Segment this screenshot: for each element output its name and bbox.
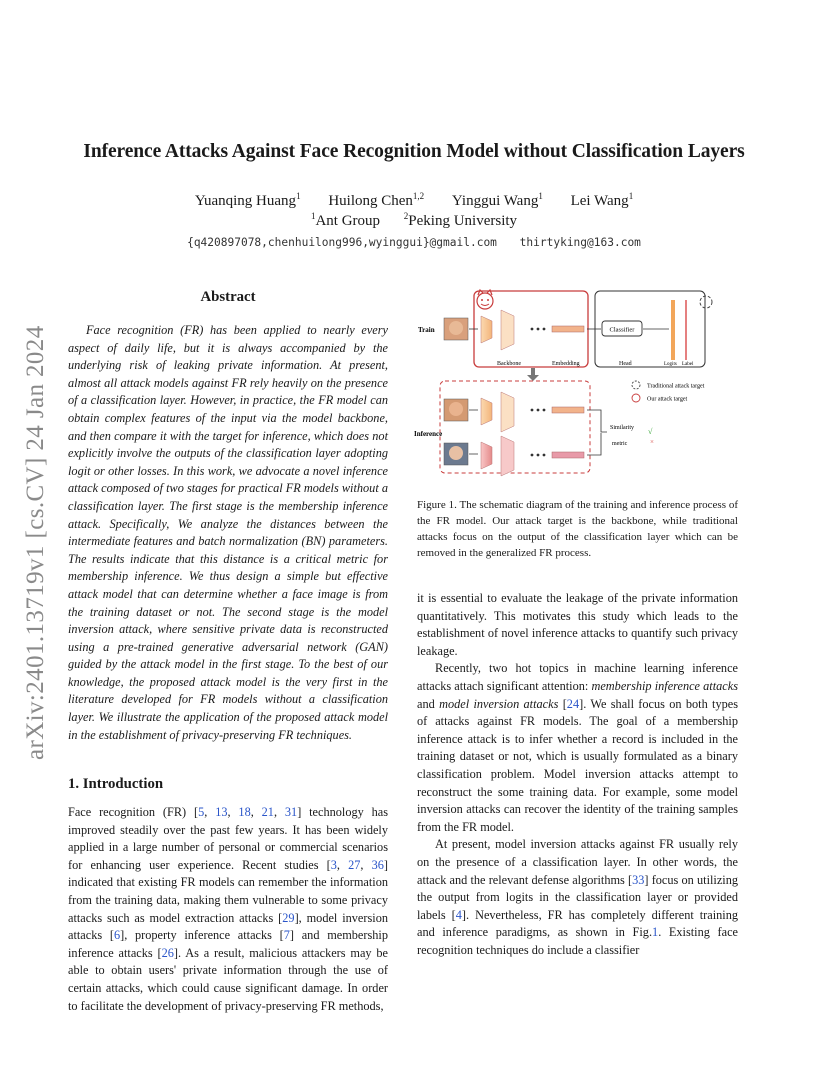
text-run: ,	[250, 805, 262, 819]
intro-paragraph-1	[68, 804, 388, 1015]
train-label: Train	[418, 326, 435, 334]
ellipsis-dot	[543, 328, 546, 331]
text-run: ,	[273, 805, 285, 819]
inference-label: Inference	[414, 430, 443, 438]
text-run: it is essential to evaluate the leakage of the private information quantitatively. This motivates this study which leads to the establishment of novel inference attacks to quantify such privacy leakage.	[417, 591, 738, 658]
intro-paragraph-2	[417, 660, 738, 836]
backbone-layer	[501, 436, 514, 476]
paper-title: Inference Attacks Against Face Recognition Model without Classification Layers	[83, 141, 745, 162]
citation-link[interactable]: 18	[238, 805, 251, 819]
label-bar	[685, 300, 687, 360]
text-run: ]. We shall focus on both types of attacks against FR models. The goal of a membership inference attack is to infer whether a record is included in the training dataset or not, which is usually formulated as a binary classification problem. Model inversion attacks attempt to reconstruct the some training data. For example, some model inversion attacks can recover the identity of the training samples from the FR model.	[417, 696, 739, 834]
arxiv-stamp: arXiv:2401.13719v1 [cs.CV] 24 Jan 2024	[22, 325, 49, 760]
devil-icon	[477, 290, 493, 309]
text-run: ], model inversion attacks [	[68, 910, 388, 943]
figure-caption: Figure 1. The schematic diagram of the training and inference process of the FR model. Our attack target is the backbone, while traditional attacks focus on the output of the classification layer which can be removed in the generalized FR process.	[417, 499, 738, 559]
embedding-vector	[552, 326, 584, 332]
backbone-layer	[481, 316, 492, 343]
citation-link[interactable]: 27	[348, 857, 361, 872]
legend-traditional: Traditional attack target	[647, 383, 705, 390]
text-run: ,	[204, 805, 216, 819]
section-heading-introduction: 1. Introduction	[68, 776, 164, 792]
devil-icon	[632, 394, 640, 402]
face-image	[449, 446, 463, 460]
text-run: ] indicated that existing FR models can remember the information from the training data, making them vulnerable to some privacy attacks such as model extraction attacks [	[68, 857, 388, 925]
face-image	[449, 321, 463, 335]
author: Huilong Chen$^{1,2}$	[328, 191, 425, 209]
backbone-layer	[501, 392, 514, 432]
arrow	[469, 410, 478, 454]
citation-link[interactable]: 36	[371, 857, 384, 872]
figure-1	[414, 288, 740, 483]
abstract-heading: Abstract	[200, 289, 256, 305]
embedding-vector	[552, 407, 584, 413]
author-list	[0, 193, 828, 210]
intro-paragraph-3	[417, 836, 738, 959]
citation-link[interactable]: 4	[455, 907, 462, 922]
affiliation: $^2$Peking University	[403, 211, 518, 229]
ellipsis-dot	[531, 409, 534, 412]
text-run: Face recognition (FR) [	[68, 805, 199, 819]
intro-paragraph-1-continued	[417, 590, 738, 660]
text-run: Recently, two hot topics in machine learning inference attacks attach significant attention:	[417, 661, 738, 693]
ellipsis-dot	[531, 454, 534, 457]
label-label: Label	[682, 362, 694, 367]
citation-link[interactable]: 29	[282, 910, 295, 925]
text-run: ] and membership inference attacks [	[68, 928, 388, 960]
citation-link[interactable]: 7	[283, 928, 290, 943]
emphasis: membership inference attacks	[591, 678, 738, 693]
text-run: ,	[360, 857, 372, 872]
affiliations	[0, 213, 828, 230]
ellipsis-dot	[537, 409, 540, 412]
citation-link[interactable]: 13	[215, 805, 228, 819]
text-run: ] technology has improved steadily over the past few years. It has been widely applied in a large number of personal or commercial scenarios for enhancing user experience. Recent studies [	[68, 805, 389, 872]
abstract-body	[68, 322, 388, 744]
legend-ours: Our attack target	[647, 396, 688, 403]
citation-link[interactable]: 3	[330, 857, 337, 872]
similarity-label: Similarity	[610, 425, 634, 431]
email: thirtyking@163.com	[519, 236, 641, 249]
text-run: ,	[336, 857, 349, 872]
author: Lei Wang$^1$	[570, 191, 634, 209]
text-run: . Existing face recognition techniques do include a classifier	[417, 925, 738, 957]
author: Yinggui Wang$^1$	[451, 191, 543, 209]
down-arrow-icon	[527, 368, 539, 381]
backbone-layer	[481, 442, 492, 469]
check-icon: √	[648, 427, 653, 436]
citation-link[interactable]: 5	[198, 805, 205, 819]
citation-link[interactable]: 31	[284, 805, 298, 819]
email-list	[0, 236, 828, 249]
abstract-text: Face recognition (FR) has been applied to nearly every aspect of daily life, but it is always accompanied by the underlying risk of leaking private information. At present, almost all attack models against FR rely heavily on the presence of a classification layer. However, in practice, the FR model can obtain complex features of the input via the model backbone, and then compare it with the target for inference, which does not explicitly involve the outputs of the classification layer adopting logit or other losses. In this work, we advocate a novel inference attack composed of two stages for practical FR models without a classification layer. The first stage is the membership inference attack. Specifically, We analyze the distances between the intermediate features and batch normalization (BN) parameters. The results indicate that this distance is a critical metric for membership inference. We thus design a simple but effective attack model that can determine whether a face image is from the training dataset or not. The second stage is the model inversion attack, where sensitive private data is reconstructed using a pre-trained generative adversarial network (GAN) guided by the attack model in the first stage. To the best of our knowledge, the proposed attack model is the very first in the literature developed for FR models without a classification layer. We illustrate the application of the proposed attack model in the establishment of privacy-preserving FR techniques.	[68, 323, 388, 742]
text-run: ]. Nevertheless, FR has completely different training and inference paradigms, as shown in Fig.	[417, 907, 738, 940]
text-run: and	[417, 696, 440, 711]
email: {q420897078,chenhuilong996,wyinggui}@gmail.com	[187, 236, 497, 249]
intro-left-column	[68, 804, 388, 1015]
head-label: Head	[619, 361, 632, 367]
legend	[632, 381, 705, 403]
face-image	[449, 402, 463, 416]
intro-right-column	[417, 590, 738, 959]
citation-link[interactable]: 21	[261, 805, 274, 819]
author: Yuanqing Huang$^1$	[194, 191, 301, 209]
backbone-layer	[481, 398, 492, 425]
citation-link[interactable]: 33	[632, 872, 645, 887]
ellipsis-dot	[531, 328, 534, 331]
recycle-icon	[632, 381, 640, 389]
metric-label: metric	[612, 441, 628, 447]
ellipsis-dot	[537, 328, 540, 331]
text-run: ]. As a result, malicious attackers may be able to obtain users' private information through the use of certain attacks, which could cause significant damage. In order to facilitate the development of privacy-preserving FR methods,	[68, 945, 388, 1013]
citation-link[interactable]: 6	[113, 928, 121, 943]
ellipsis-dot	[543, 454, 546, 457]
recycle-icon	[700, 296, 712, 308]
citation-link[interactable]: 1	[652, 925, 659, 940]
text-run: ], property inference attacks [	[120, 928, 284, 943]
backbone-layer	[501, 310, 514, 350]
ellipsis-dot	[543, 409, 546, 412]
embedding-label: Embedding	[552, 361, 580, 367]
backbone-label: Backbone	[497, 361, 521, 367]
cross-icon: ×	[650, 438, 654, 446]
text-run: At present, model inversion attacks against FR usually rely on the presence of a classification layer. In other words, the attack and the relevant defense algorithms [	[417, 837, 738, 887]
logits-label: Logits	[664, 362, 677, 367]
text-run: [	[558, 696, 567, 711]
text-run: ] focus on utilizing the output from logits in the classification layer or provided labels [	[417, 872, 738, 922]
citation-link[interactable]: 26	[161, 945, 174, 960]
emphasis: model inversion attacks	[439, 696, 559, 711]
embedding-vector	[552, 452, 584, 458]
ellipsis-dot	[537, 454, 540, 457]
affiliation: $^1$Ant Group	[310, 211, 381, 229]
text-run: ,	[227, 805, 239, 819]
citation-link[interactable]: 24	[566, 696, 580, 711]
classifier-label: Classifier	[609, 326, 635, 334]
logits-bar	[671, 300, 675, 360]
fr-pipeline-diagram	[414, 288, 740, 478]
